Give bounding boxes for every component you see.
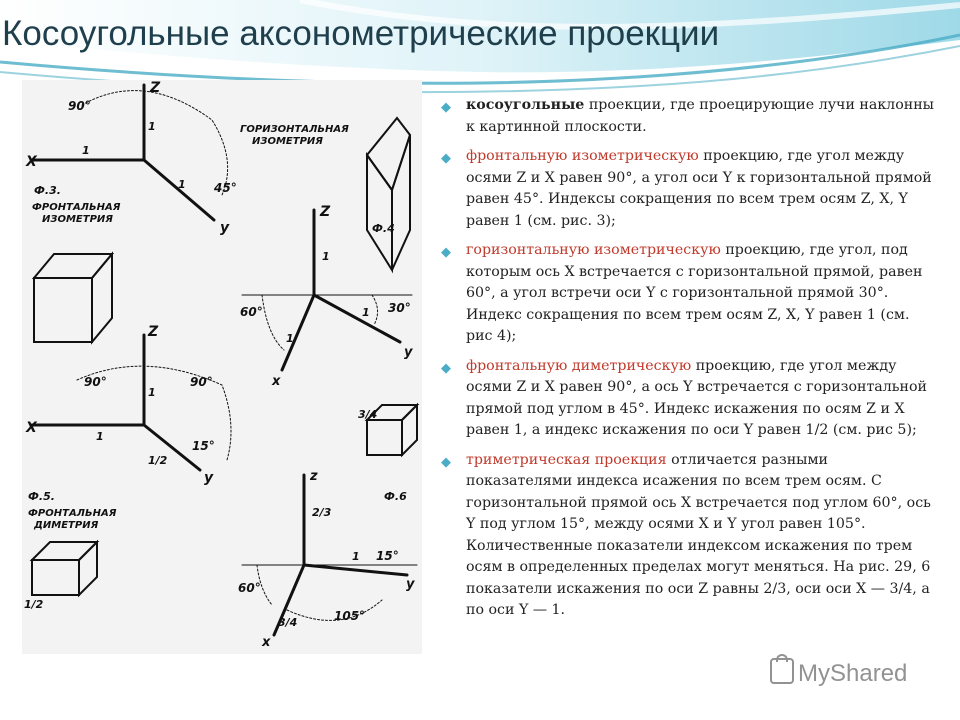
slide-title: Косоугольные аксонометрические проекции (2, 14, 720, 53)
fig4-cube-side (92, 254, 112, 342)
fig3-cube-front (367, 155, 392, 270)
fig5-cube-side (402, 405, 417, 455)
fig6-axis-z-label: z (310, 469, 318, 484)
fig5-label: Ф.5. (28, 490, 55, 503)
fig6-axis-y (304, 565, 407, 575)
fig6-unit-y-label: 1 (352, 550, 360, 563)
fig4-angle-x-label: 60° (240, 305, 263, 319)
fig3-cube-side (392, 135, 410, 270)
fig6-axis-x-label: x (262, 635, 271, 650)
bullet-list (438, 95, 938, 630)
fig5-axis-z-label: Z (148, 324, 159, 340)
fig6-cube-side (79, 542, 97, 595)
fig4-axis-z-label: Z (320, 204, 331, 220)
fig4-arc-y (372, 295, 378, 325)
bullet-item (438, 450, 938, 622)
bullet-term: косоугольные (466, 97, 585, 113)
fig4-arc-x (262, 295, 284, 350)
bullet-marker-icon: ◆ (441, 245, 451, 260)
bullet-term: триметрическая проекция (466, 451, 667, 468)
fig5-cube-scale-upper-label: 3/4 (358, 408, 378, 421)
fig5-unit-z-label: 1 (148, 386, 156, 399)
fig6-unit-z-label: 2/3 (312, 506, 332, 519)
fig3-axis-z-label: Z (150, 80, 161, 96)
fig4-unit-y-label: 1 (362, 306, 370, 319)
fig4-cube-top (34, 254, 112, 278)
bullet-marker-icon: ◆ (441, 100, 451, 115)
bullet-item (438, 240, 938, 348)
fig4-unit-x-label: 1 (286, 332, 294, 345)
projection-figures (22, 80, 422, 654)
bullet-item (438, 95, 938, 138)
fig5-cube-scale-label: 1/2 (24, 598, 44, 611)
bullet-text: отличается разными показателями индекса исажения по всем трем осям. С горизонтальной прямой ось X встречается под углом 60°, ось Y под углом 15°, между осями X и Y угол равен 105°. Количественные показатели индексом искажения по трем осям в определенных пределах могут меняться. На рис. 29, 6 показатели искажения по оси Z равны 2/3, оси оси X — 3/4, а по оси Y — 1. (466, 451, 931, 618)
fig3-angle-xz-label: 90° (68, 99, 91, 113)
fig6-angle-y-label: 15° (376, 549, 399, 563)
fig5-caption-line2: ДИМЕТРИЯ (34, 520, 99, 531)
fig5-cube-front (367, 420, 402, 455)
watermark (770, 658, 907, 688)
bullet-text: проекции, где проецирующие лучи наклонны к картинной плоскости. (466, 97, 934, 135)
fig5-caption-line1: ФРОНТАЛЬНАЯ (28, 508, 117, 519)
fig4-caption-line1: ГОРИЗОНТАЛЬНАЯ (240, 124, 349, 135)
bullet-marker-icon: ◆ (441, 454, 451, 470)
fig4-cube-front (34, 278, 92, 342)
fig5-angle-y-label: 15° (192, 439, 215, 453)
fig5-axis-x-label: X (26, 420, 37, 436)
fig4-caption-line2: ИЗОМЕТРИЯ (252, 136, 323, 147)
bullet-item (438, 146, 938, 232)
fig6-angle-xy-label: 105° (334, 609, 366, 623)
bullet-term: фронтальную диметрическую (466, 357, 692, 374)
fig4-unit-z-label: 1 (322, 250, 330, 263)
fig5-axis-y-label: y (204, 470, 214, 486)
fig4-label: Ф.4 (372, 222, 395, 235)
fig3-label: Ф.3. (34, 184, 61, 197)
fig3-angle-y-label: 45° (214, 181, 237, 195)
fig5-unit-y-label: 1/2 (148, 454, 168, 467)
fig3-axis-x-label: X (26, 154, 37, 170)
bullet-term: фронтальную изометрическую (466, 148, 699, 164)
fig6-label: Ф.6 (384, 490, 407, 503)
fig3-caption-line1: ФРОНТАЛЬНАЯ (32, 202, 121, 213)
bullet-term: горизонтальную изометрическую (466, 242, 721, 258)
fig5-angle-left-label: 90° (84, 375, 107, 389)
fig3-angle-arc (82, 91, 228, 195)
fig5-angle-right-label: 90° (190, 375, 213, 389)
bullet-text: проекцию, где угол между осями Z и X равен 90°, а угол оси Y к горизонтальной прямой равен 45°. Индексы сокращения по всем трем осям Z, X, Y равен 1 (см. рис. 3); (466, 148, 932, 229)
bullet-marker-icon: ◆ (441, 151, 451, 166)
watermark-bag-icon (770, 658, 794, 684)
fig6-cube-front (32, 560, 79, 595)
fig3-unit-z-label: 1 (148, 120, 156, 133)
fig3-unit-y-label: 1 (178, 178, 186, 191)
fig6-unit-x-label: 3/4 (278, 616, 298, 629)
fig3-caption-line2: ИЗОМЕТРИЯ (42, 214, 113, 225)
bullet-text: проекцию, где угол, под которым ось X встречается с горизонтальной прямой, равен 60°, а угол встречи оси Y с горизонтальной прямой 30°. Индекс сокращения по всем трем осям Z, X, Y равен 1 (см. рис 4); (466, 242, 923, 344)
fig3-axis-y-label: y (220, 220, 230, 236)
projection-figures-panel (22, 80, 422, 654)
fig4-angle-y-label: 30° (388, 301, 411, 315)
bullet-item (438, 356, 938, 442)
bullet-marker-icon: ◆ (441, 360, 451, 376)
fig5-unit-x-label: 1 (96, 430, 104, 443)
bullet-text: проекцию, где угол между осями Z и X равен 90°, а ось Y встречается с горизонтальной прямой под углом в 45°. Индекс искажения по осям Z и X равен 1, а индекс искажения по оси Y равен 1/2 (см. рис 5); (466, 357, 927, 438)
fig6-angle-x-label: 60° (238, 581, 261, 595)
watermark-text: MyShared (798, 660, 908, 687)
fig6-axis-y-label: y (406, 577, 415, 592)
fig4-axis-x-label: x (272, 374, 281, 389)
fig4-axis-y-label: y (404, 345, 413, 360)
fig3-unit-x-label: 1 (82, 144, 90, 157)
